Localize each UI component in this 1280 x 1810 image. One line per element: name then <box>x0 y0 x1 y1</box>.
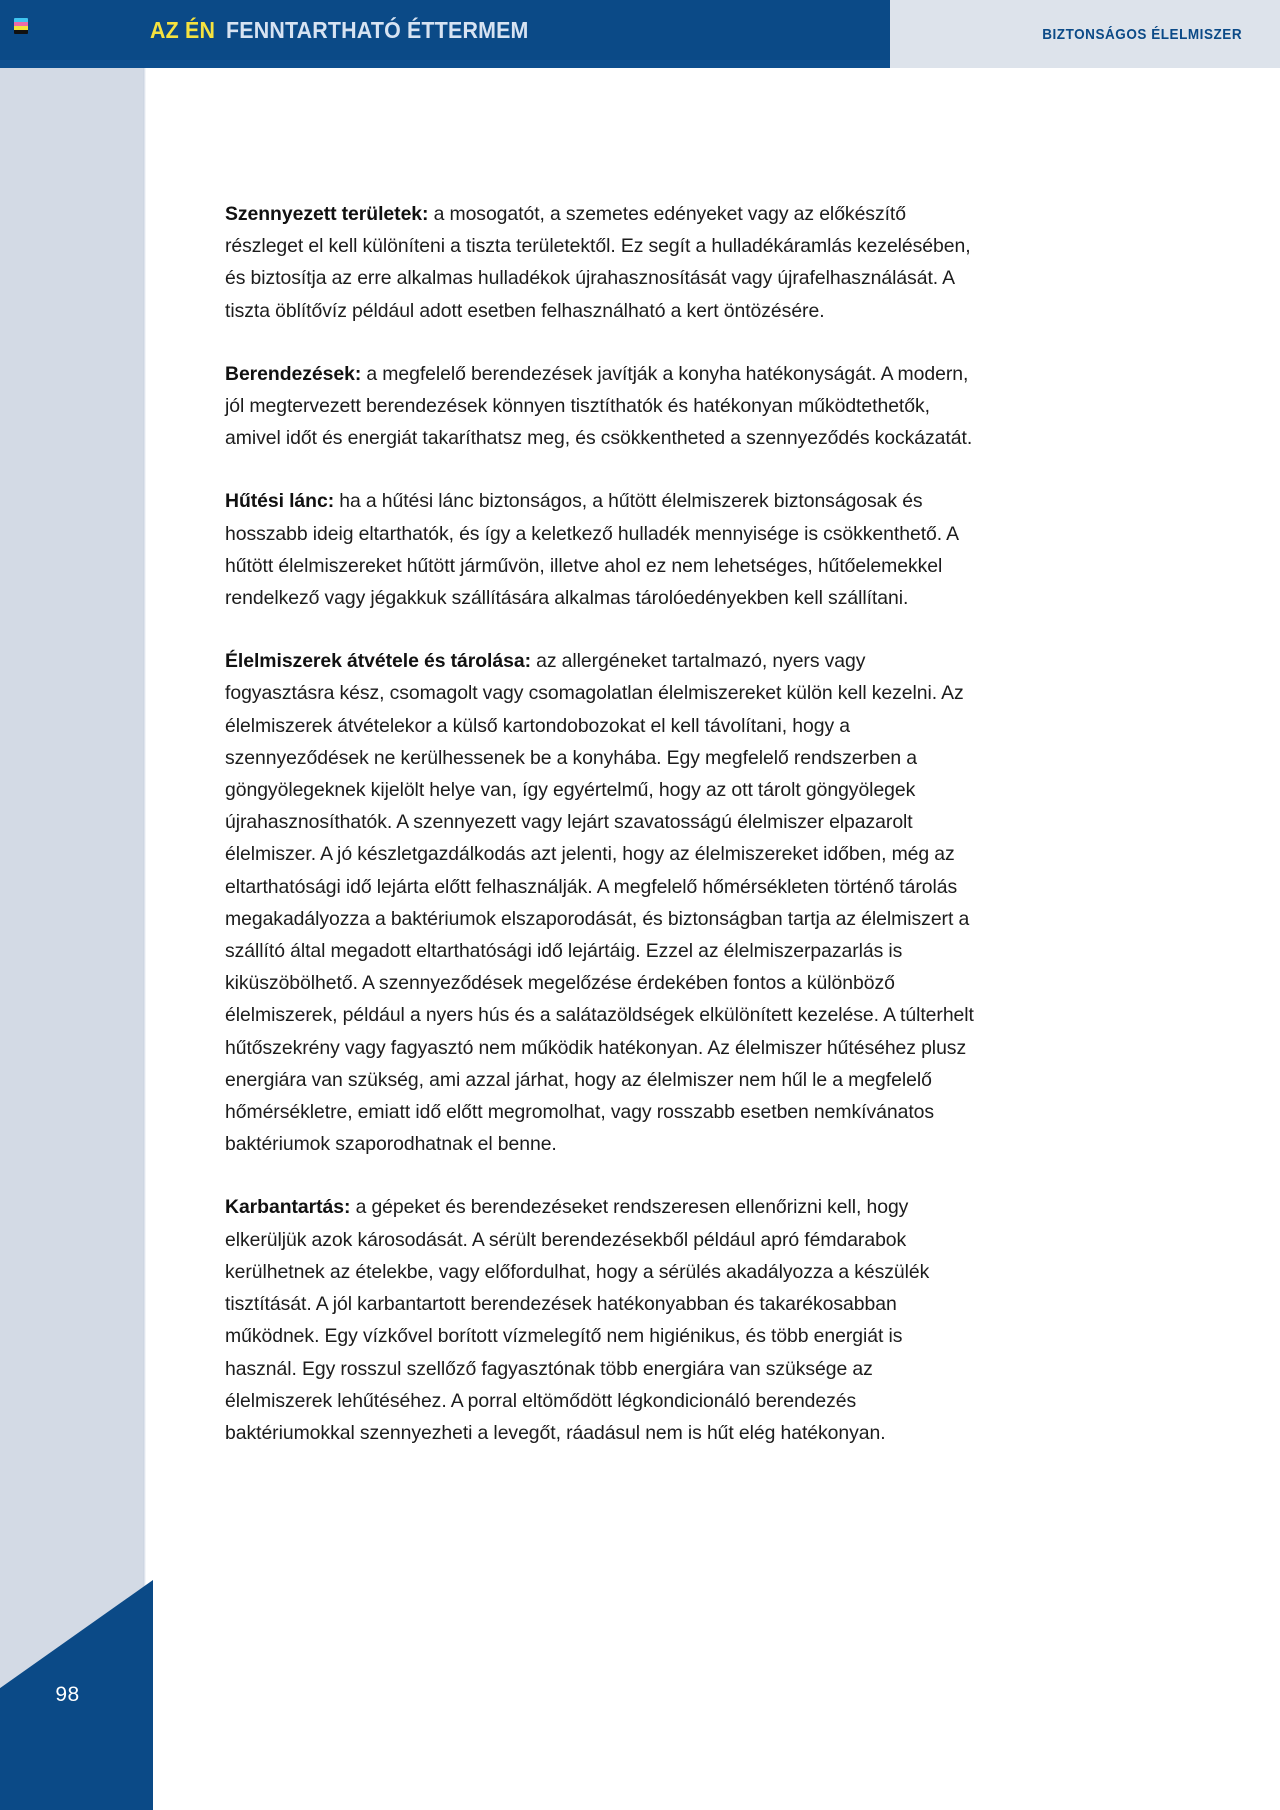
paragraph-lead: Szennyezett területek: <box>225 203 429 225</box>
header-section-label: BIZTONSÁGOS ÉLELMISZER <box>1042 25 1242 43</box>
paragraph-body: az allergéneket tartalmazó, nyers vagy fogyasztásra kész, csomagolt vagy csomagolatlan élelmiszereket külön kell kezelni. Az élelmiszerek átvételekor a külső kartondobozokat el kell távolítani, hogy a szennyeződések ne kerülhessenek be a konyhába. Egy megfelelő rendszerben a göngyölegeknek kijelölt helye van, így egyértelmű, hogy az ott tárolt göngyölegek újrahasznosíthatók. A szennyezett vagy lejárt szavatosságú élelmiszer elpazarolt élelmiszer. A jó készletgazdálkodás azt jelenti, hogy az élelmiszereket időben, még az eltarthatósági idő lejárta előtt felhasználják. A megfelelő hőmérsékleten történő tárolás megakadályozza a baktériumok elszaporodását, és biztonságban tartja az élelmiszert a szállító által megadott eltarthatósági idő lejártáig. Ezzel az élelmiszerpazarlás is kiküszöbölhető. A szennyeződések megelőzése érdekében fontos a különböző élelmiszerek, például a nyers hús és a salátazöldségek elkülönített kezelése. A túlterhelt hűtőszekrény vagy fagyasztó nem működik hatékonyan. Az élelmiszer hűtéséhez plusz energiára van szükség, ami azzal járhat, hogy az élelmiszer nem hűl le a megfelelő hőmérsékletre, emiatt idő előtt megromolhat, vagy rosszabb esetben nemkívánatos baktériumok szaporodhatnak el benne. <box>225 650 974 1156</box>
paragraph-body: a gépeket és berendezéseket rendszeresen ellenőrizni kell, hogy elkerüljük azok károsodását. A sérült berendezésekből például apró fémdarabok kerülhetnek az ételekbe, vagy előfordulhat, hogy a sérülés akadályozza a készülék tisztítását. A jól karbantartott berendezések hatékonyabban és takarékosabban működnek. Egy vízkővel borított vízmelegítő nem higiénikus, és több energiát is használ. Egy rosszul szellőző fagyasztónak több energiára van szüksége az élelmiszerek lehűtéséhez. A porral eltömődött légkondicionáló berendezés baktériumokkal szennyezheti a levegőt, ráadásul nem is hűt elég hatékonyan. <box>225 1196 930 1444</box>
paragraph-lead: Élelmiszerek átvétele és tárolása: <box>225 650 531 673</box>
header-section-panel <box>890 0 1280 68</box>
page-header <box>0 0 1280 68</box>
header-brand-accent: AZ ÉN <box>150 16 216 43</box>
header-brand-title <box>150 0 551 60</box>
paragraph-lead: Karbantartás: <box>225 1196 351 1219</box>
cmyk-color-bar-icon <box>14 18 28 34</box>
paragraph-body: a megfelelő berendezések javítják a konyha hatékonyságát. A modern, jól megtervezett berendezések könnyen tisztíthatók és hatékonyan működtethetők, amivel időt és energiát takaríthatsz meg, és csökkentheted a szennyeződés kockázatát. <box>225 362 973 450</box>
paragraph-szennyezett-teruletek <box>225 198 977 327</box>
left-side-rail <box>0 68 145 1810</box>
page-number: 98 <box>55 1683 80 1706</box>
paragraph-body: a mosogatót, a szemetes edényeket vagy az előkészítő részleget el kell különíteni a tiszta területektől. Ez segít a hulladékáramlás kezelésében, és biztosítja az erre alkalmas hulladékok újrahasznosítását vagy újrafelhasználását. A tiszta öblítővíz például adott esetben felhasználható a kert öntözésére. <box>225 203 971 322</box>
paragraph-berendezesek <box>225 358 977 455</box>
header-underline <box>0 60 890 68</box>
paragraph-lead: Berendezések: <box>225 362 362 385</box>
main-text-column <box>225 198 977 1449</box>
paragraph-lead: Hűtési lánc: <box>225 490 335 513</box>
left-side-rail-edge <box>143 68 146 1810</box>
paragraph-hutesi-lanc <box>225 485 977 614</box>
paragraph-body: ha a hűtési lánc biztonságos, a hűtött élelmiszerek biztonságosak és hosszabb ideig eltarthatók, és így a keletkező hulladék mennyisége is csökkenthető. A hűtött élelmiszereket hűtött járművön, illetve ahol ez nem lehetséges, hűtőelemekkel rendelkező vagy jégakkuk szállítására alkalmas tárolóedényekben kell szállítani. <box>225 490 958 610</box>
header-brand-rest: FENNTARTHATÓ ÉTTERMEM <box>226 16 529 43</box>
paragraph-elelmiszerek-atvetele-es-tarolasa <box>225 645 977 1160</box>
paragraph-karbantartas <box>225 1191 977 1449</box>
